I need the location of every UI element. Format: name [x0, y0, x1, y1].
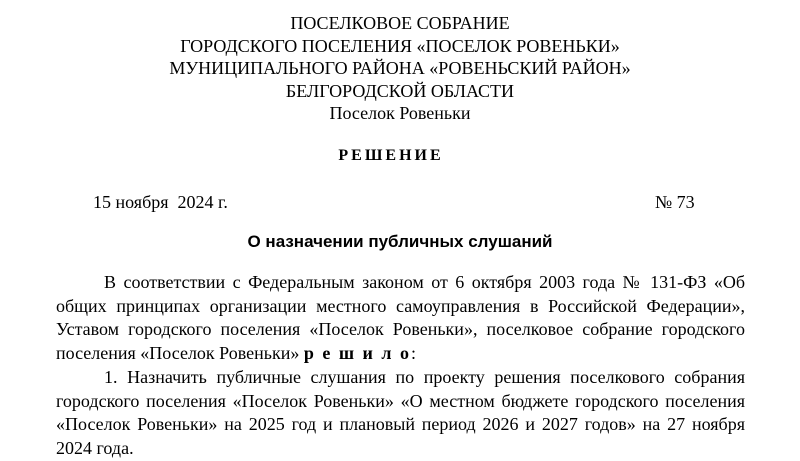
header-line-assembly: ПОСЕЛКОВОЕ СОБРАНИЕ [290, 13, 510, 33]
document-number: № 73 [655, 192, 695, 212]
header-line-place: Поселок Ровеньки [329, 103, 471, 123]
document-header [0, 12, 800, 125]
resolution-word: р е ш и л о [303, 343, 412, 364]
document-title: О назначении публичных слушаний [247, 232, 553, 251]
header-line-region: БЕЛГОРОДСКОЙ ОБЛАСТИ [285, 80, 515, 101]
paragraph-item-1: 1. Назначить публичные слушания по проекту решения поселкового собрания городского поселения «Поселок Ровеньки» «О местном бюджете городского поселения «Поселок Ровеньки» на 2025 год и плановый период 2026 и 2027 годов» на 27 ноября 2024 года. [56, 366, 745, 458]
document-date: 15 ноября 2024 г. [93, 192, 228, 212]
paragraph-preamble [56, 271, 745, 366]
document-body [56, 271, 745, 461]
decision-label: РЕШЕНИЕ [338, 147, 444, 164]
preamble-text: В соответствии с Федеральным законом от 6 октября 2003 года № 131-ФЗ «Об общих принципах организации местного самоуправления в Российской Федерации», Уставом городского поселения «Поселок Ровеньки», поселковое собрание городского поселения «Поселок Ровеньки» [56, 272, 745, 364]
header-line-settlement: ГОРОДСКОГО ПОСЕЛЕНИЯ «ПОСЕЛОК РОВЕНЬКИ» [180, 35, 620, 56]
header-line-district: МУНИЦИПАЛЬНОГО РАЙОНА «РОВЕНЬСКИЙ РАЙОН» [169, 58, 631, 78]
preamble-colon: : [411, 343, 417, 364]
